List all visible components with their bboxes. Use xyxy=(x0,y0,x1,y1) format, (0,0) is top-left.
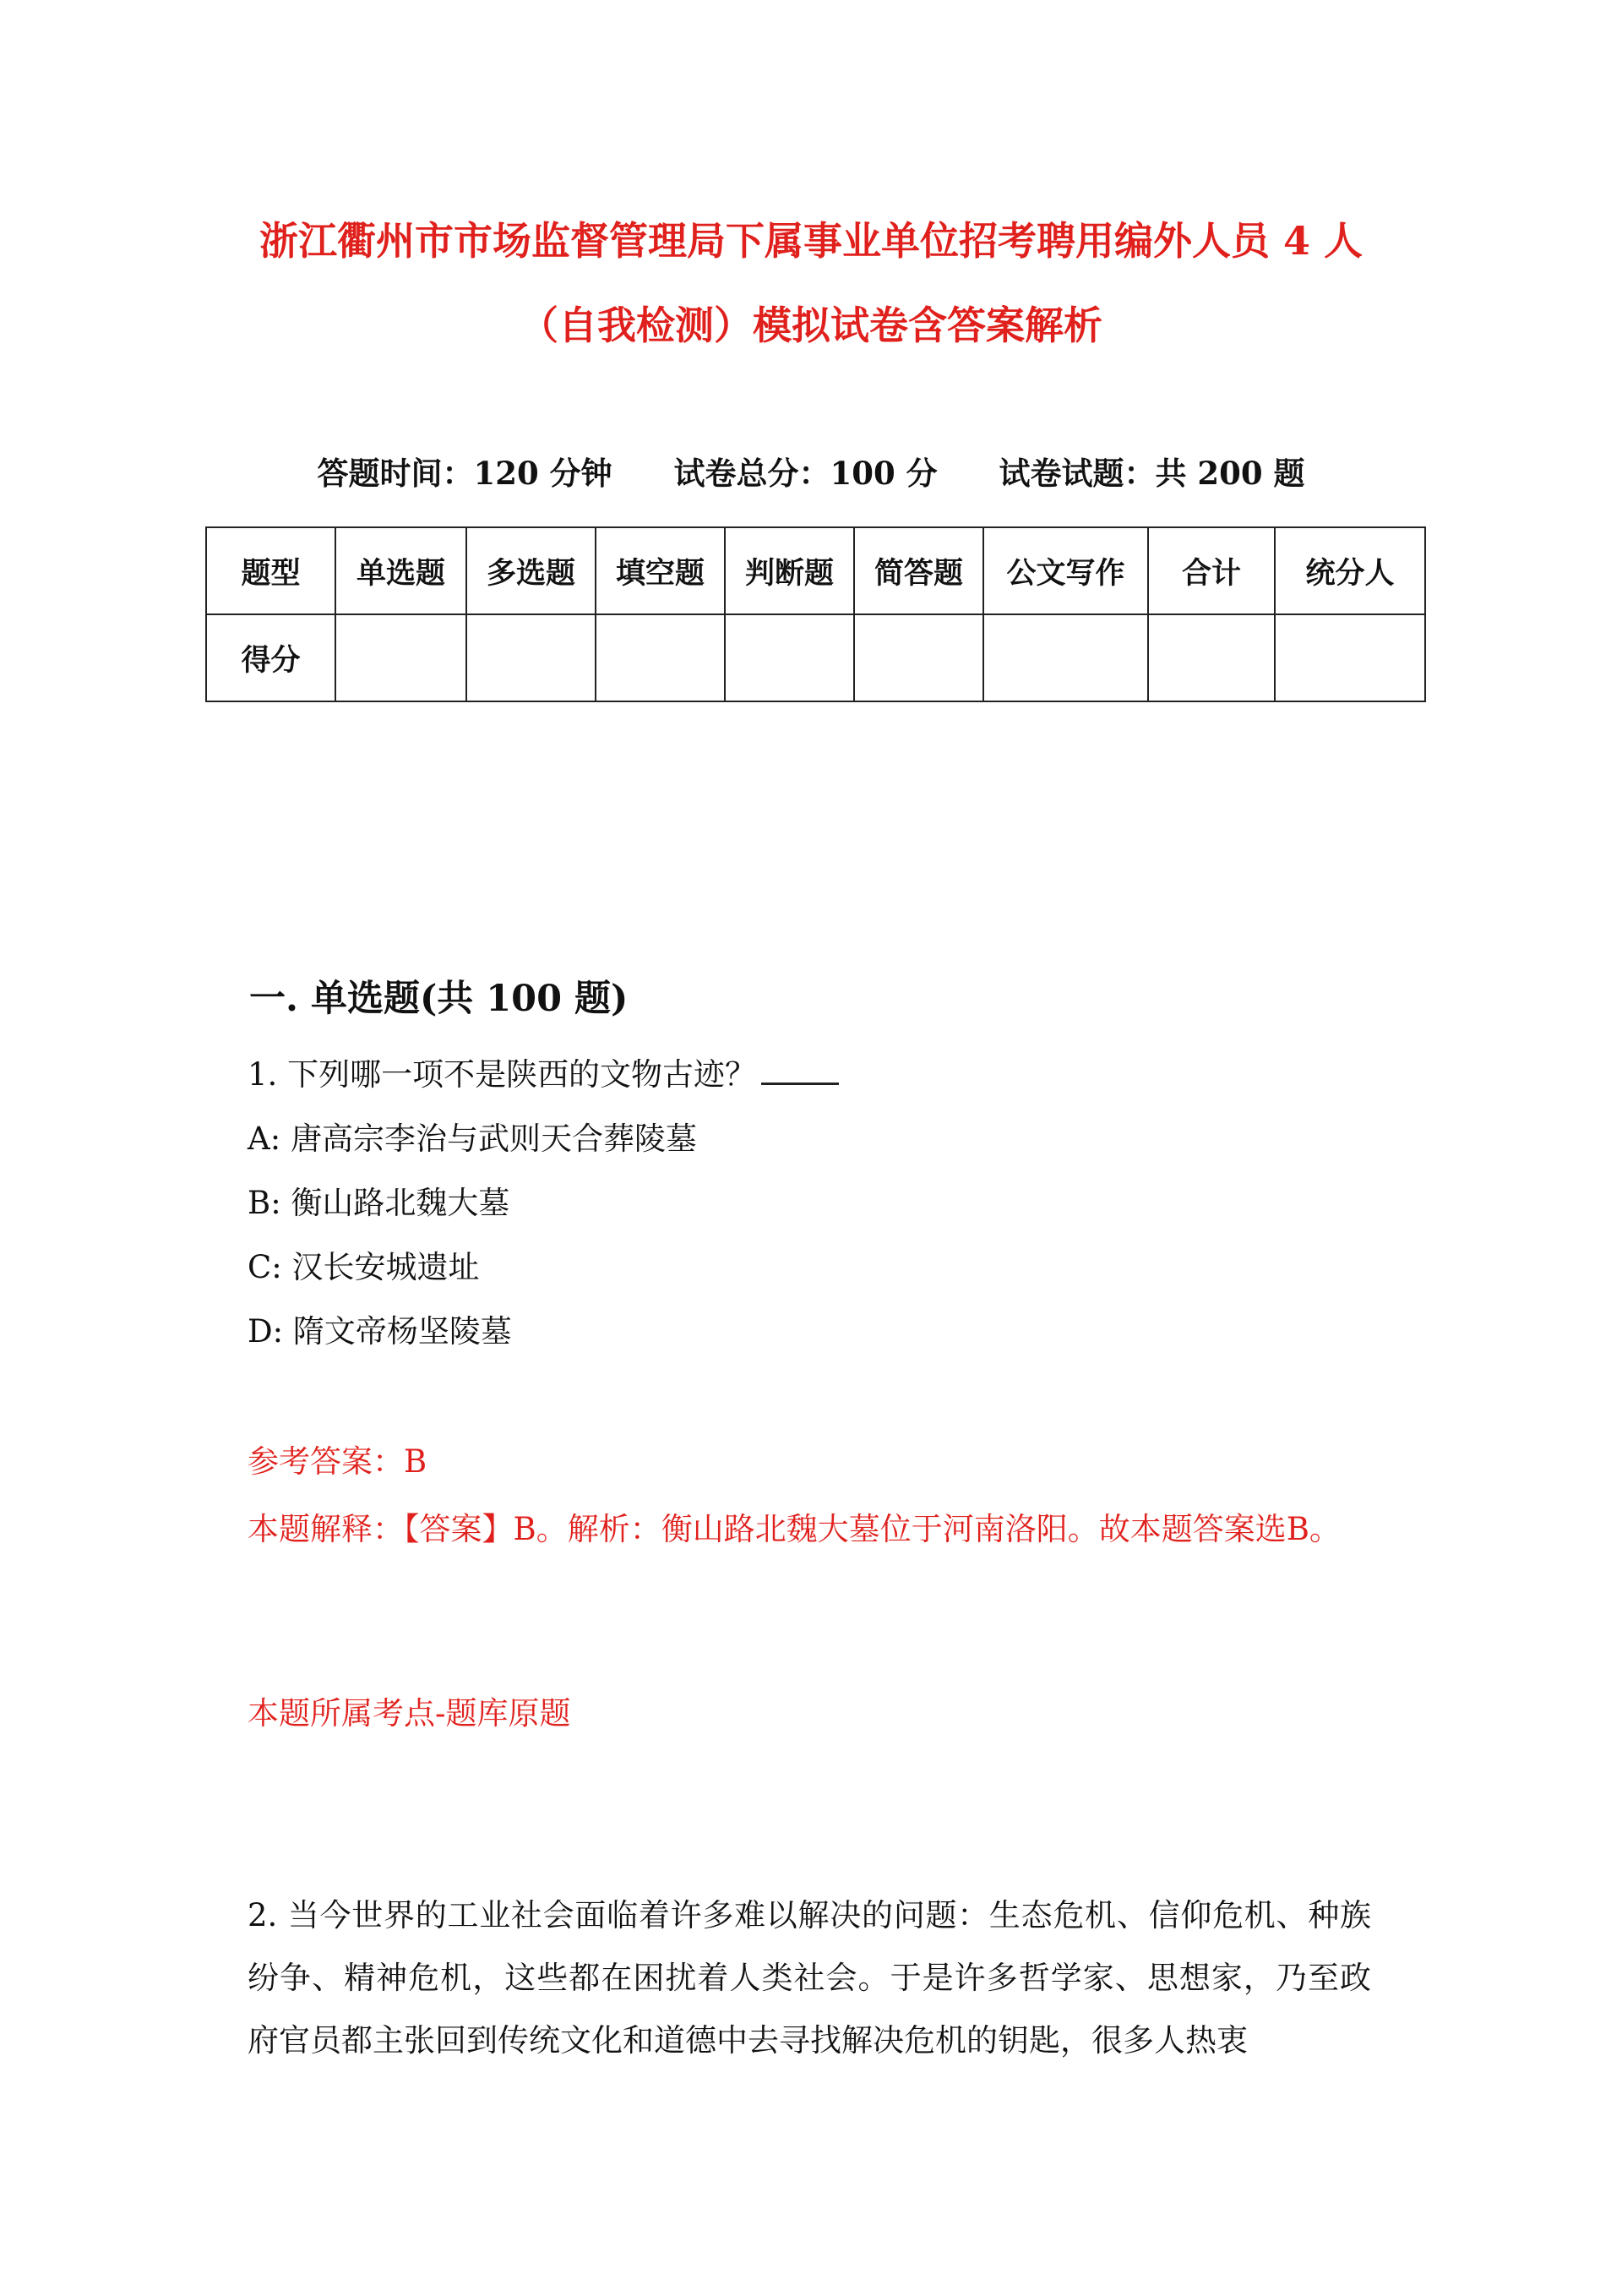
score-table-score-row xyxy=(206,614,1425,701)
score-cell xyxy=(596,614,725,701)
score-table-header: 公文写作 xyxy=(983,527,1148,614)
score-table-header: 统分人 xyxy=(1275,527,1425,614)
section-title: 一. 单选题(共 100 题) xyxy=(249,978,629,1020)
exam-time: 答题时间：120 分钟 xyxy=(317,455,612,492)
score-table-header: 多选题 xyxy=(466,527,596,614)
exam-meta xyxy=(0,452,1622,494)
question-1-explanation: 本题解释：【答案】B。解析：衡山路北魏大墓位于河南洛阳。故本题答案选B。 xyxy=(248,1511,1341,1547)
question-1-option-b: B: 衡山路北魏大墓 xyxy=(248,1185,510,1221)
question-1-option-d: D: 隋文帝杨坚陵墓 xyxy=(248,1313,512,1350)
document-title-line1: 浙江衢州市市场监督管理局下属事业单位招考聘用编外人员 4 人 xyxy=(259,218,1363,264)
score-cell xyxy=(983,614,1148,701)
score-table-header: 单选题 xyxy=(335,527,466,614)
score-table-header-row xyxy=(206,527,1425,614)
score-table xyxy=(205,526,1426,702)
question-1-option-c: C: 汉长安城遗址 xyxy=(248,1249,480,1285)
question-2-stem: 2. 当今世界的工业社会面临着许多难以解决的问题：生态危机、信仰危机、种族纷争、精神危机，这些都在困扰着人类社会。于是许多哲学家、思想家，乃至政府官员都主张回到传统文化和道德中去寻找解决危机的钥匙，很多人热衷 xyxy=(248,1897,1371,2059)
score-cell xyxy=(1275,614,1425,701)
score-cell xyxy=(1148,614,1275,701)
score-cell xyxy=(725,614,854,701)
question-1-stem: 1. 下列哪一项不是陕西的文物古迹？ xyxy=(248,1054,839,1096)
question-1-option-a: A: 唐高宗李治与武则天合葬陵墓 xyxy=(248,1121,697,1157)
answer-blank xyxy=(761,1057,839,1085)
score-row-label: 得分 xyxy=(206,614,335,701)
question-1-point: 本题所属考点-题库原题 xyxy=(248,1695,571,1732)
question-1-answer: 参考答案：B xyxy=(248,1443,427,1480)
exam-question-count: 试卷试题：共 200 题 xyxy=(999,455,1305,492)
exam-total-score: 试卷总分：100 分 xyxy=(673,455,938,492)
score-table-header: 题型 xyxy=(206,527,335,614)
score-table-header: 填空题 xyxy=(596,527,725,614)
score-table-header: 判断题 xyxy=(725,527,854,614)
document-title-line2: （自我检测）模拟试卷含答案解析 xyxy=(520,303,1102,348)
score-cell xyxy=(335,614,466,701)
score-cell xyxy=(854,614,983,701)
score-table-header: 合计 xyxy=(1148,527,1275,614)
score-table-header: 简答题 xyxy=(854,527,983,614)
score-cell xyxy=(466,614,596,701)
